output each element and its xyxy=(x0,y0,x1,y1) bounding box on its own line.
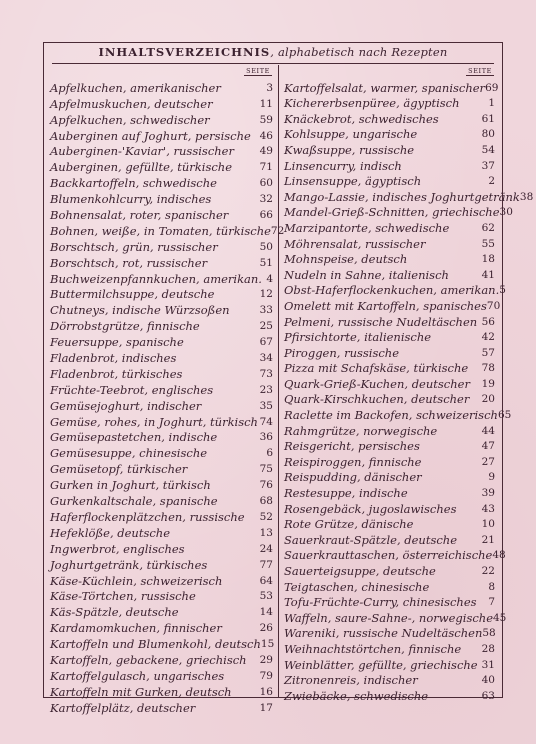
index-entry xyxy=(284,127,498,143)
page-number: 16 xyxy=(259,685,273,698)
page-number: 48 xyxy=(492,549,506,562)
recipe-name: Borschtsch, rot, russischer xyxy=(50,255,208,270)
index-entry xyxy=(284,96,498,112)
index-entry xyxy=(284,454,498,470)
recipe-name: Gemüsejoghurt, indischer xyxy=(50,398,202,413)
recipe-name: Mohnspeise, deutsch xyxy=(284,252,408,267)
index-frame xyxy=(43,42,534,715)
page-number: 58 xyxy=(482,627,496,640)
page-number: 72 xyxy=(270,224,285,237)
index-entry xyxy=(50,334,276,350)
page-number: 71 xyxy=(259,161,273,174)
recipe-name: Sauerkrauttaschen, österreichische xyxy=(284,548,493,563)
index-entry xyxy=(284,579,498,595)
index-entry xyxy=(50,350,276,366)
page-number: 56 xyxy=(481,315,495,328)
page-number: 49 xyxy=(259,145,273,158)
page-number: 77 xyxy=(259,558,273,571)
seite-label: SEITE xyxy=(246,67,270,75)
recipe-name: Kwaßsuppe, russische xyxy=(284,142,415,157)
page-number: 37 xyxy=(481,159,495,172)
page-number: 76 xyxy=(259,479,273,492)
index-entry xyxy=(50,302,276,318)
index-entry xyxy=(50,287,276,303)
recipe-name: Kartoffelplätz, deutscher xyxy=(50,700,196,715)
page-number: 67 xyxy=(259,336,273,349)
index-entry xyxy=(284,252,498,268)
page-number: 62 xyxy=(481,221,495,234)
index-entry xyxy=(284,283,506,299)
page-number: 70 xyxy=(486,299,501,312)
index-entry xyxy=(284,423,498,439)
page-number: 27 xyxy=(481,455,495,468)
recipe-name: Dörrobstgrütze, finnische xyxy=(50,319,200,334)
index-entry xyxy=(50,80,276,96)
recipe-name: Kartoffeln und Blumenkohl, deutsch xyxy=(50,637,261,652)
page-number: 78 xyxy=(481,362,495,375)
index-entry xyxy=(50,525,276,541)
page-number: 19 xyxy=(481,377,495,390)
recipe-name: Kartoffelsalat, warmer, spanischer xyxy=(284,80,486,95)
recipe-name: Tofu-Früchte-Curry, chinesisches xyxy=(284,595,477,610)
recipe-name: Gemüsesuppe, chinesische xyxy=(50,446,208,461)
page-number: 6 xyxy=(266,447,273,460)
index-entry xyxy=(50,509,276,525)
recipe-name: Mandel-Grieß-Schnitten, griechische xyxy=(284,205,500,220)
recipe-name: Reisgericht, persisches xyxy=(284,439,420,454)
index-entry xyxy=(50,175,276,191)
page-number: 4 xyxy=(266,272,273,285)
index-entry xyxy=(50,430,276,446)
recipe-name: Weihnachtstörtchen, finnische xyxy=(284,641,462,656)
page-title xyxy=(52,45,494,64)
index-entry xyxy=(284,174,498,190)
recipe-name: Rosengebäck, jugoslawisches xyxy=(284,501,457,516)
page-number: 29 xyxy=(259,653,273,666)
page-number: 9 xyxy=(488,471,495,484)
index-entry xyxy=(284,641,498,657)
index-entry xyxy=(284,345,498,361)
index-entry xyxy=(284,142,498,158)
page-number: 2 xyxy=(488,175,495,188)
page-number: 45 xyxy=(493,611,507,624)
page-number: 54 xyxy=(481,143,495,156)
recipe-name: Käse-Törtchen, russische xyxy=(50,589,196,604)
recipe-name: Hefeklöße, deutsche xyxy=(50,525,171,540)
index-entry xyxy=(284,548,506,564)
recipe-name: Pizza mit Schafskäse, türkische xyxy=(284,361,469,376)
column-divider xyxy=(278,65,279,697)
title-head: INHALTSVERZEICHNIS xyxy=(98,45,271,59)
index-entry xyxy=(50,557,276,573)
recipe-name: Blumenkohlcurry, indisches xyxy=(50,192,212,207)
page-number: 8 xyxy=(488,580,495,593)
index-entry xyxy=(50,668,276,684)
page-number: 64 xyxy=(259,574,273,587)
page-number: 51 xyxy=(259,256,273,269)
recipe-name: Fladenbrot, türkisches xyxy=(50,366,183,381)
index-entry xyxy=(284,439,498,455)
recipe-name: Joghurtgetränk, türkisches xyxy=(50,557,208,572)
index-entry xyxy=(284,298,501,314)
recipe-name: Fladenbrot, indisches xyxy=(50,351,177,366)
page-number: 57 xyxy=(481,346,495,359)
recipe-name: Kardamomkuchen, finnischer xyxy=(50,621,222,636)
recipe-name: Raclette im Backofen, schweizerisch xyxy=(284,408,498,423)
index-entry xyxy=(50,589,276,605)
index-entry xyxy=(50,414,276,430)
recipe-name: Quark-Grieß-Kuchen, deutscher xyxy=(284,376,470,391)
page-number: 36 xyxy=(259,431,273,444)
page-number: 74 xyxy=(259,415,273,428)
page-number: 17 xyxy=(259,701,273,714)
index-entry xyxy=(284,330,498,346)
recipe-name: Kartoffeln mit Gurken, deutsch xyxy=(50,684,232,699)
recipe-name: Haferflockenplätzchen, russische xyxy=(50,509,245,524)
index-entry xyxy=(284,407,512,423)
index-entry xyxy=(284,673,498,689)
recipe-name: Backkartoffeln, schwedische xyxy=(50,176,217,191)
recipe-name: Mango-Lassie, indisches Joghurtgetränk xyxy=(284,189,520,204)
index-entry xyxy=(284,80,498,96)
recipe-name: Feuersuppe, spanische xyxy=(50,335,184,350)
left-column xyxy=(50,67,285,716)
index-entry xyxy=(50,652,276,668)
page-number: 35 xyxy=(259,399,273,412)
page-number: 11 xyxy=(259,97,273,110)
recipe-name: Kartoffelgulasch, ungarisches xyxy=(50,668,225,683)
index-entry xyxy=(50,239,276,255)
recipe-name: Waffeln, saure-Sahne-, norwegische xyxy=(284,610,493,625)
page-number: 39 xyxy=(481,487,495,500)
page-number: 43 xyxy=(481,502,495,515)
recipe-name: Buchweizenpfannkuchen, amerikan. xyxy=(50,271,262,286)
recipe-name: Gemüsetopf, türkischer xyxy=(50,462,188,477)
page-number: 73 xyxy=(259,367,273,380)
index-entry xyxy=(50,604,276,620)
page-number: 34 xyxy=(259,352,273,365)
recipe-name: Früchte-Teebrot, englisches xyxy=(50,382,214,397)
index-entry xyxy=(284,236,498,252)
page-number: 75 xyxy=(259,463,273,476)
page-number: 47 xyxy=(481,440,495,453)
page-number: 15 xyxy=(260,638,275,651)
title-sub: , alphabetisch nach Rezepten xyxy=(270,45,448,59)
page-number: 14 xyxy=(259,606,273,619)
recipe-name: Auberginen, gefüllte, türkische xyxy=(50,160,232,175)
right-column xyxy=(284,67,534,704)
page-number: 63 xyxy=(481,689,495,702)
recipe-name: Restesuppe, indische xyxy=(284,486,408,501)
recipe-name: Teigtaschen, chinesische xyxy=(284,579,430,594)
recipe-name: Omelett mit Kartoffeln, spanisches xyxy=(284,298,487,313)
page-column-header xyxy=(284,67,498,80)
index-entry xyxy=(50,700,276,716)
index-entry xyxy=(50,223,285,239)
page-number: 28 xyxy=(481,642,495,655)
page-number: 3 xyxy=(266,81,273,94)
index-entry xyxy=(284,563,498,579)
page-number: 40 xyxy=(481,674,495,687)
page-number: 79 xyxy=(259,669,273,682)
page-number: 30 xyxy=(499,206,513,219)
index-entry xyxy=(50,96,276,112)
index-entry xyxy=(284,485,498,501)
recipe-name: Bohnen, weiße, in Tomaten, türkische xyxy=(50,223,271,238)
recipe-name: Apfelkuchen, schwedischer xyxy=(50,112,210,127)
page-number: 32 xyxy=(259,193,273,206)
index-entry xyxy=(284,532,498,548)
index-entry xyxy=(50,159,276,175)
index-entry xyxy=(284,501,498,517)
recipe-name: Pfirsichtorte, italienische xyxy=(284,330,432,345)
recipe-name: Gurken in Joghurt, türkisch xyxy=(50,478,211,493)
recipe-name: Gemüse, rohes, in Joghurt, türkisch xyxy=(50,414,258,429)
index-entry xyxy=(50,684,276,700)
recipe-name: Reispiroggen, finnische xyxy=(284,454,422,469)
recipe-name: Auberginen auf Joghurt, persische xyxy=(50,128,251,143)
page-number: 26 xyxy=(259,622,273,635)
left-entry-list xyxy=(50,80,285,716)
recipe-name: Gemüsepastetchen, indische xyxy=(50,430,218,445)
page-number: 33 xyxy=(259,304,273,317)
page-number: 18 xyxy=(481,253,495,266)
page-column-header xyxy=(50,67,276,80)
recipe-name: Möhrensalat, russischer xyxy=(284,236,426,251)
index-entry xyxy=(284,158,498,174)
index-entry xyxy=(284,189,534,205)
index-entry xyxy=(50,318,276,334)
index-entry xyxy=(284,376,498,392)
recipe-name: Chutneys, indische Würzsoßen xyxy=(50,303,230,318)
recipe-name: Bohnensalat, roter, spanischer xyxy=(50,208,229,223)
recipe-name: Pelmeni, russische Nudeltäschen xyxy=(284,314,478,329)
index-entry xyxy=(50,207,276,223)
page-number: 68 xyxy=(259,495,273,508)
index-entry xyxy=(284,220,498,236)
page-number: 80 xyxy=(481,128,495,141)
recipe-name: Kohlsuppe, ungarische xyxy=(284,127,418,142)
recipe-name: Sauerteigsuppe, deutsche xyxy=(284,564,436,578)
recipe-name: Zitronenreis, indischer xyxy=(284,673,418,688)
recipe-name: Weinblätter, gefüllte, griechische xyxy=(284,657,478,672)
index-entry xyxy=(50,493,276,509)
page-number: 21 xyxy=(481,533,495,546)
recipe-name: Reispudding, dänischer xyxy=(284,470,422,485)
index-entry xyxy=(284,111,498,127)
page-number: 60 xyxy=(259,177,273,190)
page-number: 41 xyxy=(481,268,495,281)
recipe-name: Linsencurry, indisch xyxy=(284,158,402,173)
index-entry xyxy=(50,112,276,128)
recipe-name: Borschtsch, grün, russischer xyxy=(50,239,218,254)
recipe-name: Auberginen-'Kaviar', russischer xyxy=(50,144,234,159)
recipe-name: Gurkenkaltschale, spanische xyxy=(50,494,218,509)
page-number: 59 xyxy=(259,113,273,126)
recipe-name: Knäckebrot, schwedisches xyxy=(284,111,439,126)
page-number: 1 xyxy=(488,97,495,110)
page-number: 61 xyxy=(481,112,495,125)
recipe-name: Käs-Spätzle, deutsche xyxy=(50,605,179,620)
index-entry xyxy=(50,445,276,461)
recipe-name: Zwiebäcke, schwedische xyxy=(284,688,429,703)
page-number: 65 xyxy=(497,409,512,422)
index-entry xyxy=(284,688,498,704)
recipe-name: Rote Grütze, dänische xyxy=(284,517,414,532)
page-number: 22 xyxy=(481,565,495,577)
page-number: 20 xyxy=(481,393,495,406)
index-entry xyxy=(50,477,276,493)
index-entry xyxy=(50,461,276,477)
page-number: 55 xyxy=(481,237,495,250)
page-number: 69 xyxy=(485,81,499,94)
recipe-name: Marzipantorte, schwedische xyxy=(284,220,450,235)
index-entry xyxy=(50,636,276,652)
index-entry xyxy=(50,382,276,398)
index-entry xyxy=(50,144,276,160)
page-number: 42 xyxy=(481,331,495,344)
page-number: 50 xyxy=(259,240,273,253)
recipe-name: Obst-Haferflockenkuchen, amerikan. xyxy=(284,283,500,298)
index-entry xyxy=(284,595,498,611)
page-number: 44 xyxy=(481,424,495,437)
page-number: 10 xyxy=(481,518,495,531)
index-entry xyxy=(284,392,498,408)
index-entry xyxy=(50,271,276,287)
page-number: 5 xyxy=(499,284,506,297)
index-entry xyxy=(284,361,498,377)
page-number: 46 xyxy=(259,129,273,142)
page-number: 53 xyxy=(259,590,273,603)
index-entry xyxy=(284,626,498,642)
page-number: 23 xyxy=(259,383,273,396)
index-entry xyxy=(284,267,498,283)
recipe-name: Sauerkraut-Spätzle, deutsche xyxy=(284,532,457,547)
index-entry xyxy=(284,314,498,330)
index-entry xyxy=(50,128,276,144)
index-entry xyxy=(50,541,276,557)
page-number: 25 xyxy=(259,320,273,333)
page-number: 52 xyxy=(259,510,273,523)
recipe-name: Kichererbsenpüree, ägyptisch xyxy=(284,96,460,111)
recipe-name: Nudeln in Sahne, italienisch xyxy=(284,267,449,282)
recipe-name: Ingwerbrot, englisches xyxy=(50,541,185,556)
page-number: 38 xyxy=(519,190,534,203)
recipe-name: Quark-Kirschkuchen, deutscher xyxy=(284,392,470,407)
page-number: 24 xyxy=(259,542,273,555)
recipe-name: Käse-Küchlein, schweizerisch xyxy=(50,573,223,588)
recipe-name: Apfelmuskuchen, deutscher xyxy=(50,96,213,111)
page-number: 31 xyxy=(481,658,495,671)
index-entry xyxy=(50,620,276,636)
index-entry xyxy=(50,191,276,207)
recipe-name: Wareniki, russische Nudeltäschen xyxy=(284,626,483,641)
index-entry xyxy=(50,398,276,414)
page-number: 12 xyxy=(259,288,273,301)
index-entry xyxy=(284,517,498,533)
index-entry xyxy=(50,255,276,271)
recipe-name: Buttermilchsuppe, deutsche xyxy=(50,287,215,302)
recipe-name: Linsensuppe, ägyptisch xyxy=(284,174,422,189)
recipe-name: Apfelkuchen, amerikanischer xyxy=(50,80,221,95)
recipe-name: Kartoffeln, gebackene, griechisch xyxy=(50,652,247,667)
index-entry xyxy=(284,657,498,673)
right-entry-list xyxy=(284,80,534,704)
index-entry xyxy=(50,366,276,382)
recipe-name: Rahmgrütze, norwegische xyxy=(284,423,438,438)
index-entry xyxy=(284,470,498,486)
page-number: 7 xyxy=(488,596,495,609)
index-entry xyxy=(50,573,276,589)
seite-label: SEITE xyxy=(468,67,492,75)
index-entry xyxy=(284,205,513,221)
recipe-name: Piroggen, russische xyxy=(284,345,400,360)
index-entry xyxy=(284,610,507,626)
page-number: 66 xyxy=(259,209,273,222)
page-number: 13 xyxy=(259,526,273,539)
